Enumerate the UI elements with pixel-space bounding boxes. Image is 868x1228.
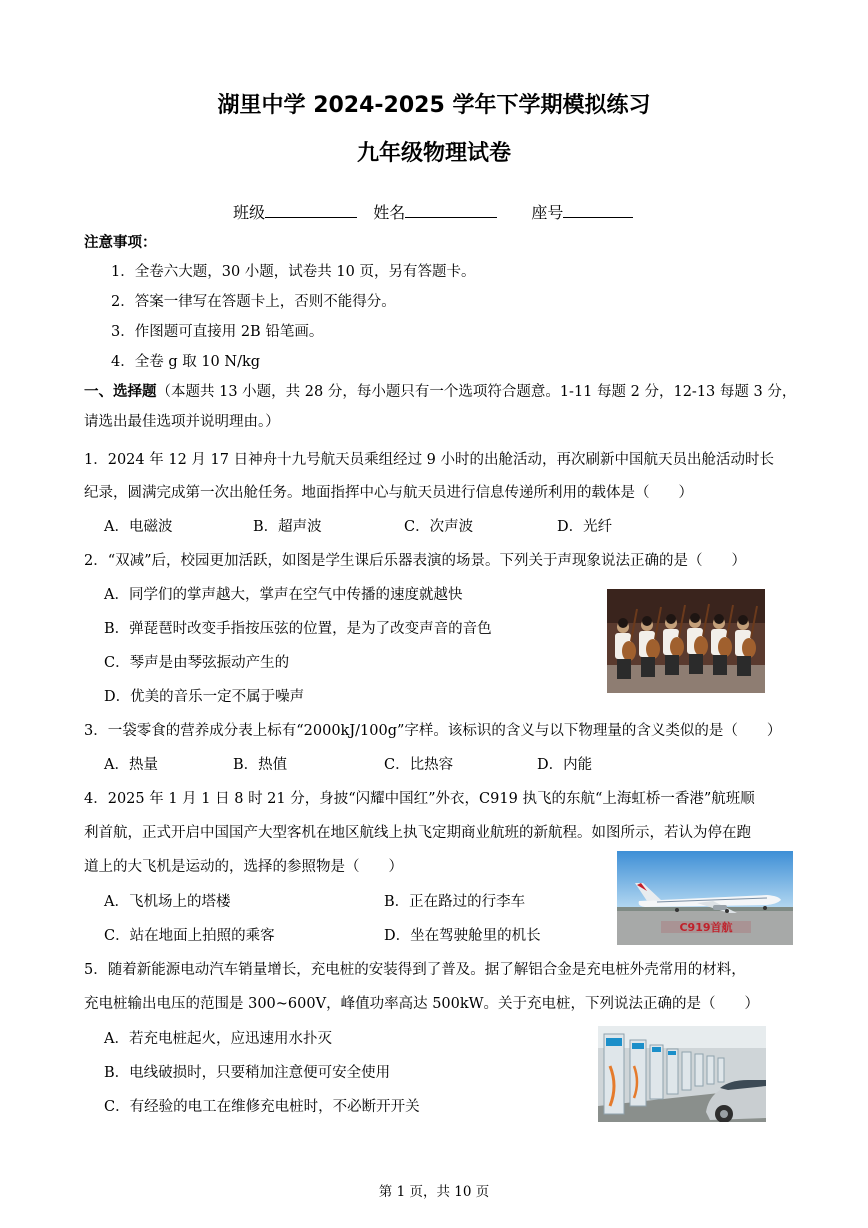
page-footer: 第 1 页，共 10 页 (378, 1184, 490, 1200)
class-blank[interactable] (265, 203, 357, 218)
question-4-text: 4．2025 年 1 月 1 日 8 时 21 分，身披“闪耀中国红”外衣，C919 执飞的东航“上海虹桥一香港”航班顺 (84, 791, 755, 807)
question-4-option-d[interactable]: D．坐在驾驶舱里的机长 (384, 928, 541, 944)
question-3-option-a[interactable]: A．热量 (104, 757, 158, 773)
question-3-text: 3．一袋零食的营养成分表上标有“2000kJ/100g”字样。该标识的含义与以下物理量的含义类似的是（ ） (84, 723, 782, 739)
note-item: 2．答案一律写在答题卡上，否则不能得分。 (111, 294, 396, 310)
students-music-photo (607, 589, 765, 693)
section-desc: （本题共 13 小题，共 28 分，每小题只有一个选项符合题意。1-11 每题 2 分，12-13 每题 3 分， (156, 384, 797, 400)
plane-caption: C919首航 (679, 921, 733, 934)
notes-heading: 注意事项： (84, 234, 157, 251)
note-item: 3．作图题可直接用 2B 铅笔画。 (111, 324, 324, 340)
question-5-option-c[interactable]: C．有经验的电工在维修充电桩时，不必断开开关 (104, 1099, 420, 1115)
c919-airplane-photo (617, 851, 793, 945)
question-3-option-d[interactable]: D．内能 (537, 757, 593, 773)
question-1-text: 1．2024 年 12 月 17 日神舟十九号航天员乘组经过 9 小时的出舱活动，再次刷新中国航天员出舱活动时长 (84, 452, 775, 468)
charging-station-photo (598, 1026, 766, 1122)
seat-blank[interactable] (563, 203, 633, 218)
note-item: 1．全卷六大题，30 小题，试卷共 10 页，另有答题卡。 (111, 264, 476, 280)
question-2-option-c[interactable]: C．琴声是由琴弦振动产生的 (104, 655, 290, 671)
question-3-option-b[interactable]: B．热值 (233, 757, 288, 773)
question-2-option-b[interactable]: B．弹琵琶时改变手指按压弦的位置，是为了改变声音的音色 (104, 621, 492, 637)
class-label: 班级 (233, 203, 266, 222)
name-blank[interactable] (405, 203, 497, 218)
question-2-text: 2．“双减”后，校园更加活跃，如图是学生课后乐器表演的场景。下列关于声现象说法正确的是（ ） (84, 553, 747, 569)
question-4-text: 利首航，正式开启中国国产大型客机在地区航线上执飞定期商业航班的新航程。如图所示，若认为停在跑 (84, 825, 751, 841)
question-2-option-d[interactable]: D．优美的音乐一定不属于噪声 (104, 689, 305, 705)
question-4-text: 道上的大飞机是运动的，选择的参照物是（ ） (84, 859, 403, 875)
question-1-option-b[interactable]: B．超声波 (253, 519, 322, 535)
question-4-option-b[interactable]: B．正在路过的行李车 (384, 894, 526, 910)
question-5-option-a[interactable]: A．若充电桩起火，应迅速用水扑灭 (104, 1031, 332, 1047)
seat-label: 座号 (531, 203, 564, 222)
section-desc-line2: 请选出最佳选项并说明理由。） (84, 414, 280, 430)
question-4-option-a[interactable]: A．飞机场上的塔楼 (104, 894, 231, 910)
note-item: 4．全卷 g 取 10 N/kg (111, 354, 261, 370)
exam-title: 湖里中学 2024-2025 学年下学期模拟练习 (217, 93, 651, 118)
question-1-option-c[interactable]: C．次声波 (404, 519, 474, 535)
section-title: 一、选择题 (84, 383, 157, 400)
question-5-text: 充电桩输出电压的范围是 300~600V，峰值功率高达 500kW。关于充电桩，下列说法正确的是（ ） (84, 996, 760, 1012)
question-1-option-d[interactable]: D．光纤 (557, 519, 613, 535)
question-2-option-a[interactable]: A．同学们的掌声越大，掌声在空气中传播的速度就越快 (104, 587, 463, 603)
question-4-option-c[interactable]: C．站在地面上拍照的乘客 (104, 928, 275, 944)
section-heading (84, 383, 796, 401)
question-5-option-b[interactable]: B．电线破损时，只要稍加注意便可安全使用 (104, 1065, 391, 1081)
question-1-option-a[interactable]: A．电磁波 (104, 519, 173, 535)
student-info (233, 203, 633, 222)
exam-subtitle: 九年级物理试卷 (356, 141, 511, 166)
question-3-option-c[interactable]: C．比热容 (384, 757, 454, 773)
question-1-text: 纪录，圆满完成第一次出舱任务。地面指挥中心与航天员进行信息传递所利用的载体是（ ） (84, 485, 693, 501)
name-label: 姓名 (373, 203, 406, 222)
question-5-text: 5．随着新能源电动汽车销量增长，充电桩的安装得到了普及。据了解铝合金是充电桩外壳常用的材料， (84, 962, 746, 978)
